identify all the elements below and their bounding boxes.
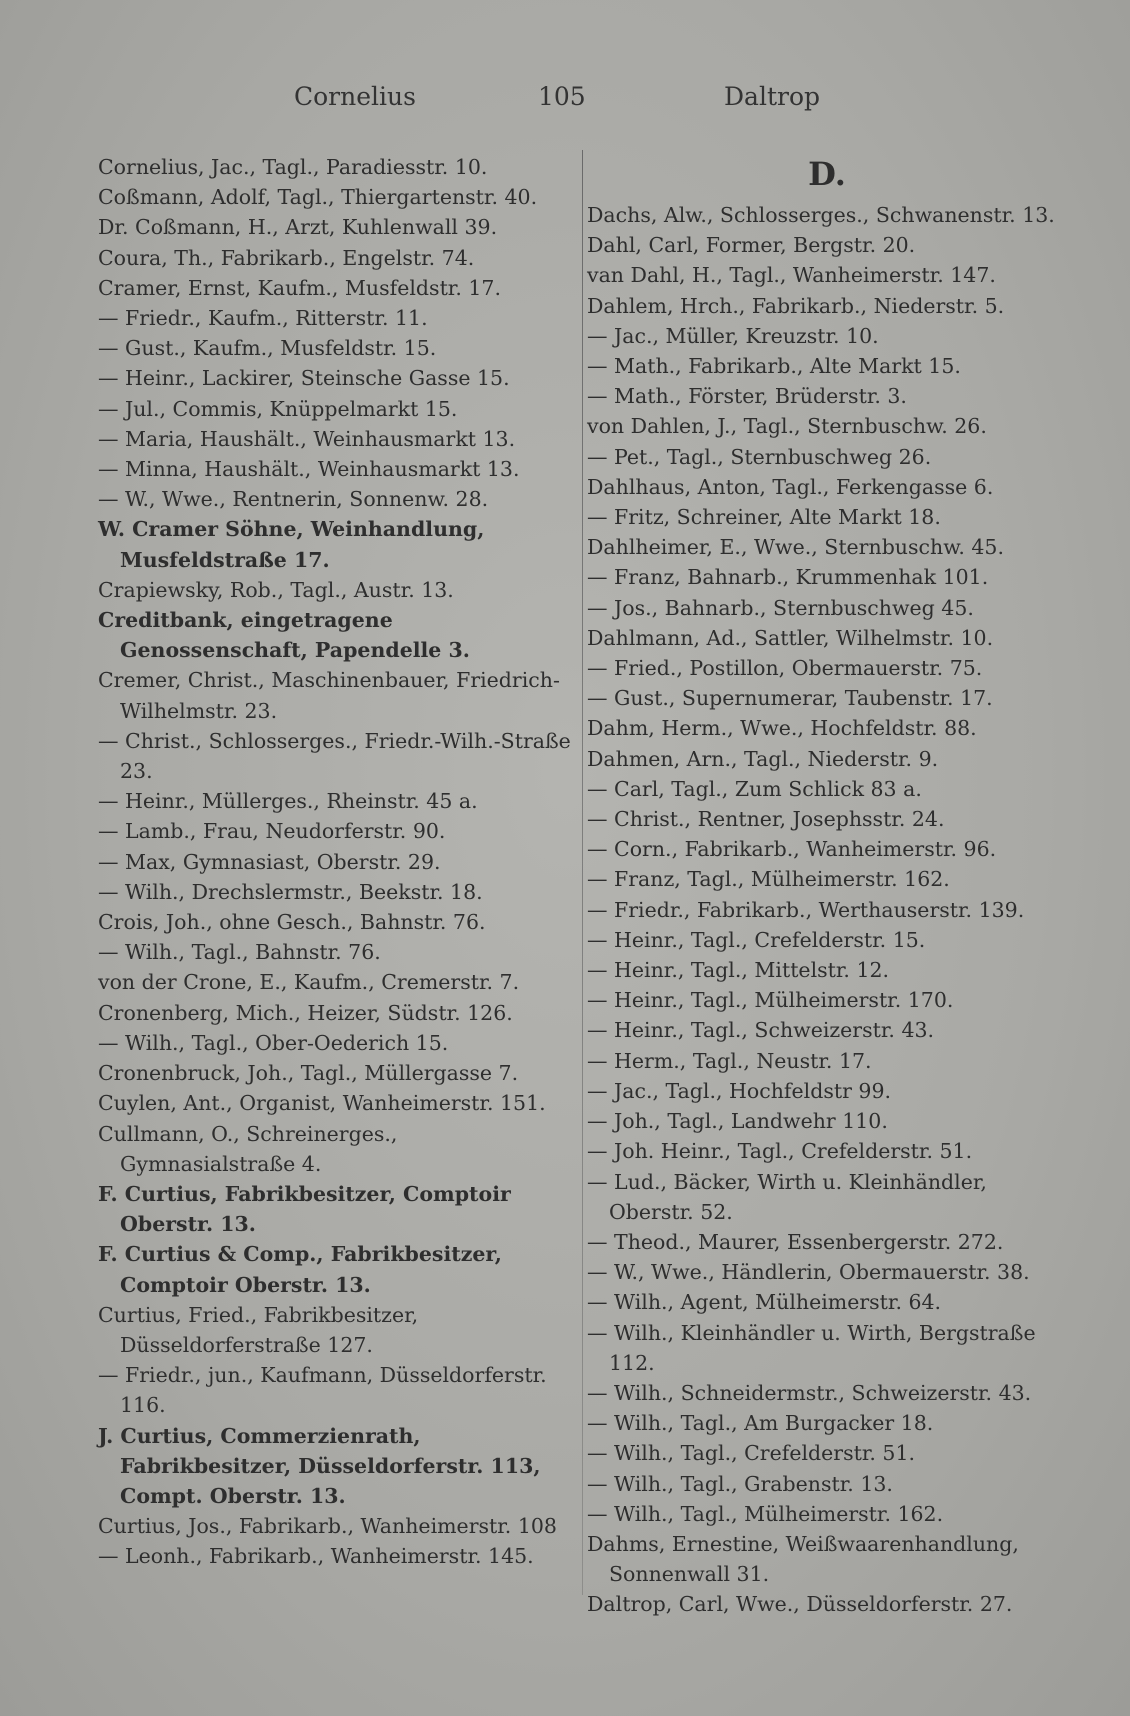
directory-entry: — Wilh., Tagl., Grabenstr. 13. <box>587 1471 893 1496</box>
directory-entry: von der Crone, E., Kaufm., Cremerstr. 7. <box>98 970 520 995</box>
directory-entry: Crapiewsky, Rob., Tagl., Austr. 13. <box>98 577 454 602</box>
header-first-entry: Cornelius <box>294 82 416 111</box>
directory-entry: — Jos., Bahnarb., Sternbuschweg 45. <box>587 595 974 620</box>
directory-entry: — Lamb., Frau, Neudorferstr. 90. <box>98 819 446 844</box>
directory-entry: Cullmann, O., Schreinerges., Gymnasialstraße 4. <box>98 1121 398 1176</box>
directory-entry: — Friedr., Kaufm., Ritterstr. 11. <box>98 306 428 331</box>
directory-entry: Creditbank, eingetragene Genossenschaft, Papendelle 3. <box>98 608 470 663</box>
directory-entry: Coura, Th., Fabrikarb., Engelstr. 74. <box>98 245 475 270</box>
directory-entry: Curtius, Fried., Fabrikbesitzer, Düsseldorferstraße 127. <box>98 1302 419 1357</box>
page-header <box>90 82 1040 118</box>
directory-entry: — Leonh., Fabrikarb., Wanheimerstr. 145. <box>98 1544 534 1569</box>
directory-entry: — Math., Fabrikarb., Alte Markt 15. <box>587 354 961 379</box>
directory-entry: Cronenberg, Mich., Heizer, Südstr. 126. <box>98 1000 513 1025</box>
directory-entry: — Wilh., Tagl., Mülheimerstr. 162. <box>587 1501 944 1526</box>
directory-entry: — Math., Förster, Brüderstr. 3. <box>587 384 907 409</box>
directory-entry: — Heinr., Müllerges., Rheinstr. 45 a. <box>98 789 478 814</box>
directory-entry: — Heinr., Tagl., Crefelderstr. 15. <box>587 927 926 952</box>
directory-entry: Dahmen, Arn., Tagl., Niederstr. 9. <box>587 746 939 771</box>
directory-entry: — Maria, Haushält., Weinhausmarkt 13. <box>98 426 516 451</box>
directory-entry: von Dahlen, J., Tagl., Sternbuschw. 26. <box>587 414 987 439</box>
directory-entry: Daltrop, Carl, Wwe., Düsseldorferstr. 27. <box>587 1592 1013 1617</box>
directory-entry: Dahlhaus, Anton, Tagl., Ferkengasse 6. <box>587 474 994 499</box>
directory-entry: Coßmann, Adolf, Tagl., Thiergartenstr. 40. <box>98 185 538 210</box>
directory-entry: Dahl, Carl, Former, Bergstr. 20. <box>587 233 916 258</box>
right-entries <box>587 200 1067 1620</box>
directory-entry: — Wilh., Tagl., Crefelderstr. 51. <box>587 1441 916 1466</box>
directory-entry: Cremer, Christ., Maschinenbauer, Friedrich-Wilhelmstr. 23. <box>98 668 560 723</box>
right-column <box>587 152 1067 1620</box>
directory-entry: — Wilh., Drechslermstr., Beekstr. 18. <box>98 879 483 904</box>
directory-entry: — Wilh., Tagl., Bahnstr. 76. <box>98 940 381 965</box>
directory-entry: — Max, Gymnasiast, Oberstr. 29. <box>98 849 441 874</box>
directory-entry: Dahlheimer, E., Wwe., Sternbuschw. 45. <box>587 535 1004 560</box>
directory-entry: Dachs, Alw., Schlosserges., Schwanenstr. 13. <box>587 203 1055 227</box>
directory-entry: — Wilh., Tagl., Ober-Oederich 15. <box>98 1030 449 1055</box>
directory-entry: W. Cramer Söhne, Weinhandlung, Musfeldstraße 17. <box>98 517 485 572</box>
column-divider <box>582 150 583 1595</box>
directory-entry: — Fried., Postillon, Obermauerstr. 75. <box>587 656 983 681</box>
directory-entry: Dahlmann, Ad., Sattler, Wilhelmstr. 10. <box>587 625 994 650</box>
directory-entry: — Lud., Bäcker, Wirth u. Kleinhändler, Oberstr. 52. <box>587 1169 987 1224</box>
directory-entry: — Wilh., Agent, Mülheimerstr. 64. <box>587 1290 942 1315</box>
directory-entry: van Dahl, H., Tagl., Wanheimerstr. 147. <box>587 263 996 288</box>
directory-entry: J. Curtius, Commerzienrath, Fabrikbesitzer, Düsseldorferstr. 113, Compt. Oberstr. 13. <box>98 1423 541 1508</box>
directory-entry: Cornelius, Jac., Tagl., Paradiesstr. 10. <box>98 155 488 179</box>
directory-entry: Dahms, Ernestine, Weißwaarenhandlung, Sonnenwall 31. <box>587 1531 1019 1587</box>
directory-entry: — Heinr., Tagl., Mittelstr. 12. <box>587 958 890 983</box>
directory-entry: — Corn., Fabrikarb., Wanheimerstr. 96. <box>587 837 997 862</box>
directory-entry: — Joh. Heinr., Tagl., Crefelderstr. 51. <box>587 1139 973 1164</box>
directory-entry: — Gust., Kaufm., Musfeldstr. 15. <box>98 336 437 361</box>
section-letter: D. <box>808 155 846 193</box>
directory-entry: — Wilh., Tagl., Am Burgacker 18. <box>587 1411 934 1436</box>
directory-entry: — Carl, Tagl., Zum Schlick 83 a. <box>587 776 922 801</box>
directory-entry: — Wilh., Kleinhändler u. Wirth, Bergstraße 112. <box>587 1320 1036 1375</box>
directory-entry: Cronenbruck, Joh., Tagl., Müllergasse 7. <box>98 1061 519 1086</box>
directory-entry: Dr. Coßmann, H., Arzt, Kuhlenwall 39. <box>98 215 498 240</box>
directory-entry: — Heinr., Tagl., Mülheimerstr. 170. <box>587 988 954 1013</box>
directory-entry: — Jac., Tagl., Hochfeldstr 99. <box>587 1078 891 1103</box>
directory-entry: — Theod., Maurer, Essenbergerstr. 272. <box>587 1229 1004 1254</box>
directory-entry: — Friedr., jun., Kaufmann, Düsseldorferstr. 116. <box>98 1363 547 1418</box>
left-column <box>98 152 572 1572</box>
directory-entry: — Heinr., Lackirer, Steinsche Gasse 15. <box>98 366 510 391</box>
directory-entry: — Heinr., Tagl., Schweizerstr. 43. <box>587 1018 935 1043</box>
directory-entry: — Pet., Tagl., Sternbuschweg 26. <box>587 444 932 469</box>
directory-entry: — Franz, Tagl., Mülheimerstr. 162. <box>587 867 950 892</box>
directory-entry: — Jac., Müller, Kreuzstr. 10. <box>587 323 879 348</box>
directory-entry: Crois, Joh., ohne Gesch., Bahnstr. 76. <box>98 910 486 935</box>
directory-entry: — Fritz, Schreiner, Alte Markt 18. <box>587 505 941 530</box>
directory-entry: — Minna, Haushält., Weinhausmarkt 13. <box>98 457 520 482</box>
directory-entry: Cramer, Ernst, Kaufm., Musfeldstr. 17. <box>98 275 501 300</box>
directory-entry: Dahm, Herm., Wwe., Hochfeldstr. 88. <box>587 716 977 741</box>
directory-entry: — Jul., Commis, Knüppelmarkt 15. <box>98 396 458 421</box>
directory-entry: — Christ., Schlosserges., Friedr.-Wilh.-Straße 23. <box>98 728 571 784</box>
directory-entry: F. Curtius, Fabrikbesitzer, Comptoir Oberstr. 13. <box>98 1181 511 1237</box>
directory-entry: — Herm., Tagl., Neustr. 17. <box>587 1048 872 1073</box>
directory-entry: — W., Wwe., Rentnerin, Sonnenw. 28. <box>98 487 489 512</box>
directory-entry: Curtius, Jos., Fabrikarb., Wanheimerstr. 108 <box>98 1514 557 1539</box>
directory-entry: — W., Wwe., Händlerin, Obermauerstr. 38. <box>587 1260 1030 1285</box>
directory-entry: — Gust., Supernumerar, Taubenstr. 17. <box>587 686 993 711</box>
directory-entry: F. Curtius & Comp., Fabrikbesitzer, Comptoir Oberstr. 13. <box>98 1242 502 1297</box>
directory-entry: Cuylen, Ant., Organist, Wanheimerstr. 151. <box>98 1091 546 1116</box>
directory-entry: — Wilh., Schneidermstr., Schweizerstr. 43. <box>587 1380 1032 1405</box>
directory-entry: — Franz, Bahnarb., Krummenhak 101. <box>587 565 989 590</box>
page-number: 105 <box>538 82 586 111</box>
directory-entry: — Christ., Rentner, Josephsstr. 24. <box>587 807 945 832</box>
header-last-entry: Daltrop <box>724 82 820 111</box>
directory-entry: Dahlem, Hrch., Fabrikarb., Niederstr. 5. <box>587 293 1005 318</box>
directory-entry: — Joh., Tagl., Landwehr 110. <box>587 1109 888 1134</box>
directory-entry: — Friedr., Fabrikarb., Werthauserstr. 139. <box>587 897 1025 922</box>
